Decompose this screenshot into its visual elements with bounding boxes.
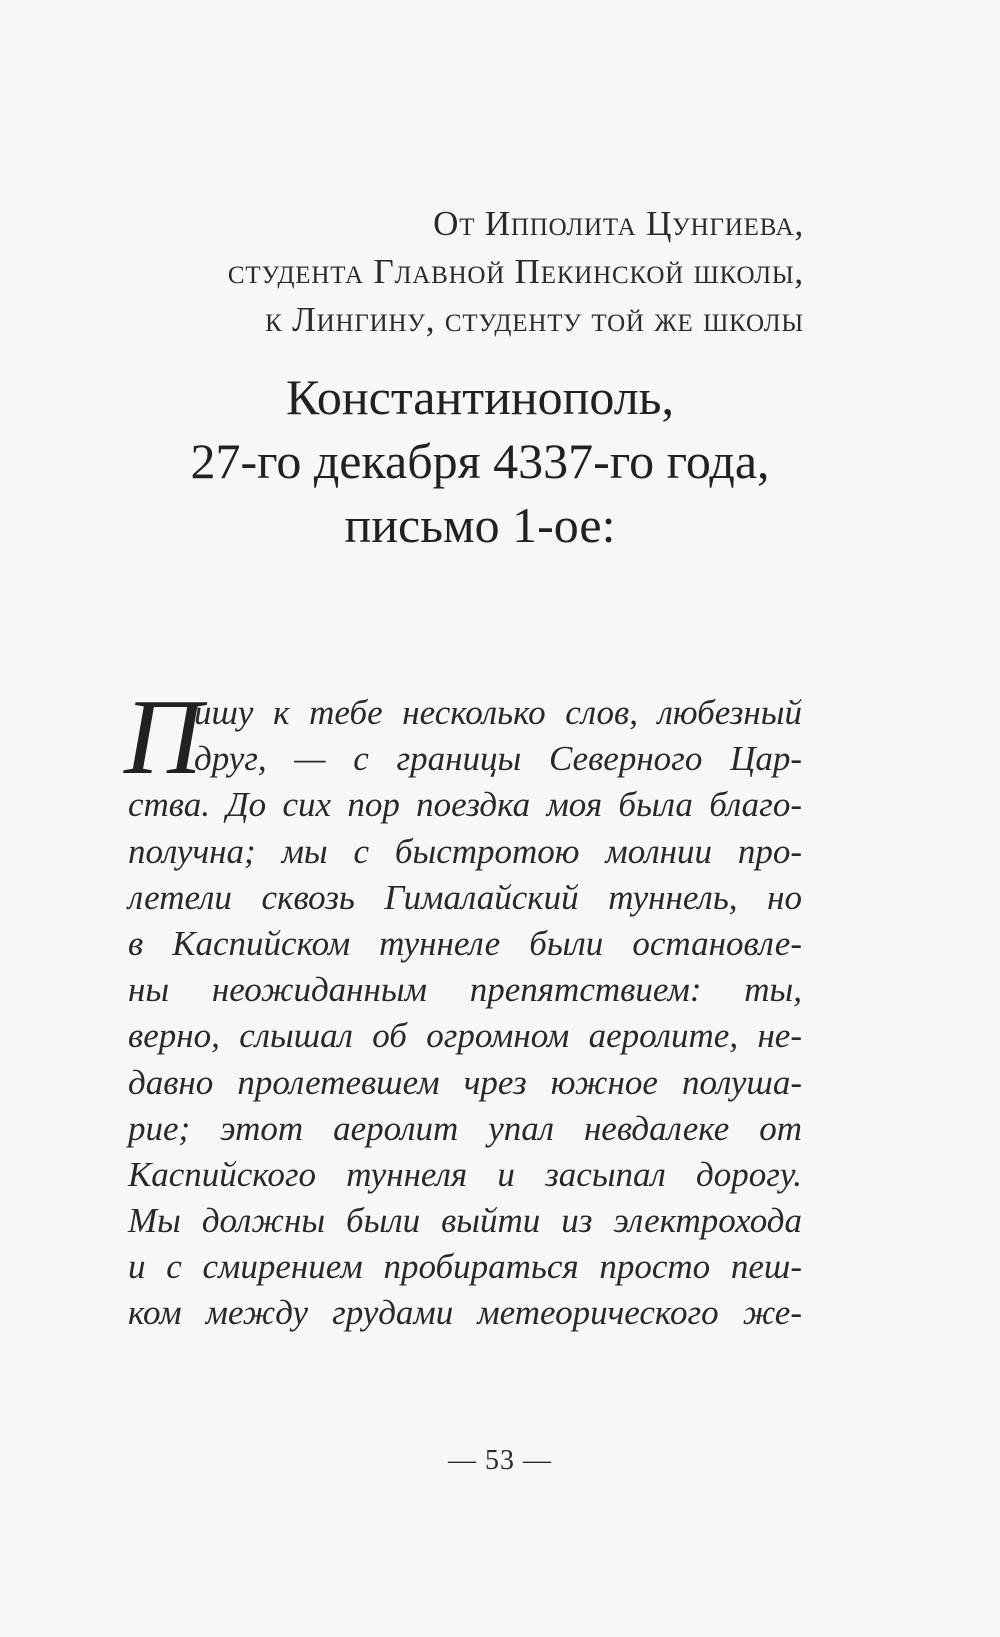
body-line: в Каспийском туннеле были остановле- (128, 923, 802, 963)
body-line: Мы должны были выйти из электрохода (128, 1201, 802, 1241)
page-number: — 53 — (448, 1445, 552, 1476)
letter-body (124, 678, 802, 1337)
body-line: друг, — с границы Северного Цар- (194, 739, 802, 779)
body-line: давно пролетевшем чрез южное полуша- (128, 1062, 802, 1102)
body-line: верно, слышал об огромном аеролите, не- (128, 1016, 802, 1056)
letter-heading (80, 365, 880, 557)
body-line: и с смирением пробираться просто пеш- (128, 1247, 802, 1287)
body-line: ства. До сих пор поездка моя была благо- (128, 785, 802, 825)
body-line: рие; этот аеролит упал невдалеке от (128, 1108, 802, 1148)
body-line: летели сквозь Гималайский туннель, но (128, 877, 802, 917)
body-line: ком между грудами метеорического же- (128, 1293, 802, 1333)
address-line-recipient: к Лингину, студенту той же школы (265, 300, 804, 339)
heading-date: 27-го декабря 4337-го года, (190, 433, 770, 489)
body-line: Каспийского туннеля и засыпал дорогу. (128, 1154, 802, 1194)
letter-address (104, 200, 804, 344)
drop-cap: П (124, 678, 202, 797)
body-line: получна; мы с быстротою молнии про- (128, 831, 802, 871)
body-line: ны неожиданным препятствием: ты, (128, 970, 802, 1010)
address-line-sender: От Ипполита Цунгиева, (433, 204, 804, 243)
address-line-school: студента Главной Пекинской школы, (227, 252, 804, 291)
heading-place: Константинополь, (286, 369, 674, 425)
body-line: ишу к тебе несколько слов, любезный (194, 693, 802, 732)
heading-letter-number: письмо 1-ое: (344, 497, 616, 553)
